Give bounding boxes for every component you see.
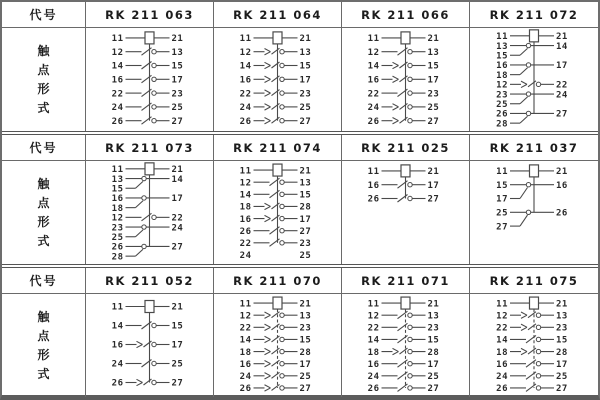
svg-text:15: 15: [299, 190, 312, 201]
svg-text:27: 27: [171, 378, 184, 389]
svg-text:23: 23: [299, 239, 312, 250]
svg-text:14: 14: [111, 321, 124, 332]
svg-text:14: 14: [239, 61, 252, 72]
svg-text:13: 13: [299, 47, 312, 58]
svg-text:11: 11: [496, 32, 508, 43]
svg-text:21: 21: [299, 34, 312, 45]
contact-diagram: [470, 294, 598, 397]
svg-text:11: 11: [496, 167, 508, 178]
model-header: RK 211 073: [86, 135, 214, 161]
svg-text:17: 17: [427, 180, 440, 191]
contact-form-char: 形: [37, 348, 50, 362]
svg-text:14: 14: [171, 174, 184, 185]
svg-text:21: 21: [171, 34, 184, 45]
svg-text:17: 17: [299, 359, 312, 370]
svg-text:17: 17: [556, 359, 568, 370]
svg-text:17: 17: [496, 194, 508, 205]
svg-text:17: 17: [171, 194, 184, 205]
svg-text:25: 25: [427, 103, 440, 114]
section-row-1: [2, 2, 598, 131]
svg-text:12: 12: [496, 311, 508, 322]
contact-form-label: [2, 28, 86, 131]
svg-text:17: 17: [171, 75, 184, 86]
model-header: RK 211 075: [470, 268, 598, 294]
svg-text:16: 16: [367, 180, 380, 191]
svg-text:26: 26: [111, 242, 124, 253]
svg-text:25: 25: [556, 372, 568, 383]
code-header-label: 代号: [2, 268, 86, 294]
svg-text:21: 21: [556, 167, 568, 178]
svg-text:26: 26: [111, 116, 124, 127]
svg-text:17: 17: [299, 75, 312, 86]
svg-text:16: 16: [239, 214, 252, 225]
svg-text:13: 13: [299, 311, 312, 322]
svg-text:15: 15: [111, 184, 124, 195]
svg-text:11: 11: [239, 299, 252, 310]
svg-text:13: 13: [111, 174, 124, 185]
svg-text:26: 26: [496, 384, 508, 395]
svg-text:18: 18: [111, 203, 124, 214]
svg-text:25: 25: [171, 359, 184, 370]
contact-form-char: 式: [37, 101, 50, 115]
svg-text:24: 24: [496, 372, 508, 383]
svg-text:16: 16: [239, 75, 252, 86]
svg-text:25: 25: [111, 232, 124, 243]
svg-text:28: 28: [427, 347, 440, 358]
svg-text:15: 15: [427, 61, 440, 72]
model-header: RK 211 063: [86, 2, 214, 28]
svg-text:25: 25: [496, 208, 508, 219]
model-header: RK 211 071: [342, 268, 470, 294]
contact-form-char: 形: [37, 82, 50, 96]
svg-text:26: 26: [239, 226, 252, 237]
svg-text:12: 12: [367, 47, 380, 58]
svg-text:18: 18: [239, 202, 252, 213]
contact-form-char: 触: [37, 310, 50, 324]
contact-form-char: 式: [37, 234, 50, 248]
svg-text:18: 18: [496, 70, 508, 81]
svg-text:15: 15: [427, 335, 440, 346]
svg-text:12: 12: [239, 178, 252, 189]
svg-text:27: 27: [299, 116, 312, 127]
svg-text:27: 27: [556, 109, 568, 120]
contact-diagram: [342, 28, 470, 131]
svg-text:27: 27: [556, 384, 568, 395]
contact-diagram: [342, 161, 470, 264]
svg-text:27: 27: [496, 222, 508, 233]
contact-diagram: [342, 294, 470, 397]
contact-diagram: [214, 28, 342, 131]
svg-text:27: 27: [299, 226, 312, 237]
model-header: RK 211 064: [214, 2, 342, 28]
svg-text:26: 26: [496, 109, 508, 120]
svg-text:16: 16: [556, 180, 568, 191]
svg-text:24: 24: [239, 251, 252, 262]
svg-text:16: 16: [367, 75, 380, 86]
svg-text:22: 22: [556, 80, 568, 91]
svg-text:25: 25: [171, 103, 184, 114]
svg-text:28: 28: [556, 347, 568, 358]
contact-form-label: [2, 294, 86, 397]
svg-text:17: 17: [427, 359, 440, 370]
svg-text:17: 17: [299, 214, 312, 225]
svg-text:25: 25: [299, 372, 312, 383]
svg-text:23: 23: [171, 89, 184, 100]
svg-text:13: 13: [496, 41, 508, 52]
svg-text:13: 13: [556, 311, 568, 322]
svg-text:12: 12: [367, 311, 380, 322]
svg-text:11: 11: [111, 34, 124, 45]
svg-text:11: 11: [367, 299, 380, 310]
model-header: RK 211 037: [470, 135, 598, 161]
contact-form-char: 触: [37, 177, 50, 191]
svg-text:25: 25: [496, 99, 508, 110]
svg-text:27: 27: [171, 116, 184, 127]
svg-text:23: 23: [111, 223, 124, 234]
svg-text:11: 11: [111, 165, 124, 176]
svg-text:14: 14: [239, 190, 252, 201]
svg-text:13: 13: [299, 178, 312, 189]
svg-text:28: 28: [496, 119, 508, 130]
model-header: RK 211 052: [86, 268, 214, 294]
svg-text:23: 23: [299, 323, 312, 334]
contact-diagram: [214, 161, 342, 264]
svg-text:27: 27: [427, 116, 440, 127]
svg-text:11: 11: [111, 302, 124, 313]
svg-text:26: 26: [367, 194, 380, 205]
contact-diagram: [86, 28, 214, 131]
svg-text:26: 26: [239, 384, 252, 395]
svg-text:21: 21: [427, 34, 440, 45]
svg-text:22: 22: [239, 239, 252, 250]
svg-text:22: 22: [239, 323, 252, 334]
svg-text:23: 23: [299, 89, 312, 100]
svg-text:16: 16: [111, 340, 124, 351]
svg-text:12: 12: [239, 311, 252, 322]
svg-text:24: 24: [367, 103, 380, 114]
svg-text:14: 14: [111, 61, 124, 72]
svg-text:11: 11: [496, 299, 508, 310]
svg-text:16: 16: [496, 359, 508, 370]
contact-form-char: 点: [37, 329, 50, 343]
svg-text:15: 15: [496, 51, 508, 62]
model-header: RK 211 070: [214, 268, 342, 294]
svg-text:15: 15: [171, 321, 184, 332]
svg-text:23: 23: [427, 323, 440, 334]
svg-text:23: 23: [427, 89, 440, 100]
svg-text:27: 27: [427, 194, 440, 205]
svg-text:13: 13: [427, 311, 440, 322]
svg-text:28: 28: [111, 252, 124, 263]
svg-text:21: 21: [171, 165, 184, 176]
svg-text:22: 22: [239, 89, 252, 100]
svg-text:16: 16: [111, 75, 124, 86]
model-header: RK 211 066: [342, 2, 470, 28]
svg-text:16: 16: [111, 194, 124, 205]
svg-text:18: 18: [496, 347, 508, 358]
svg-text:24: 24: [171, 223, 184, 234]
model-header: RK 211 074: [214, 135, 342, 161]
svg-text:16: 16: [496, 61, 508, 72]
contact-form-char: 点: [37, 63, 50, 77]
contact-form-label: [2, 161, 86, 264]
svg-text:21: 21: [299, 299, 312, 310]
svg-text:14: 14: [496, 335, 508, 346]
svg-text:15: 15: [556, 335, 568, 346]
svg-text:17: 17: [427, 75, 440, 86]
svg-text:22: 22: [171, 213, 184, 224]
svg-text:24: 24: [367, 372, 380, 383]
svg-text:28: 28: [299, 202, 312, 213]
svg-text:21: 21: [427, 299, 440, 310]
svg-text:17: 17: [556, 61, 568, 72]
svg-text:24: 24: [111, 359, 124, 370]
svg-text:13: 13: [427, 47, 440, 58]
svg-text:14: 14: [556, 41, 568, 52]
svg-text:22: 22: [111, 89, 124, 100]
svg-text:11: 11: [367, 34, 380, 45]
svg-text:12: 12: [111, 213, 124, 224]
svg-text:21: 21: [427, 167, 440, 178]
svg-text:22: 22: [367, 89, 380, 100]
svg-text:26: 26: [556, 208, 568, 219]
svg-text:14: 14: [367, 335, 380, 346]
svg-text:23: 23: [556, 323, 568, 334]
svg-text:15: 15: [299, 61, 312, 72]
code-header-label: 代号: [2, 135, 86, 161]
contact-diagram: [86, 294, 214, 397]
contact-form-char: 触: [37, 44, 50, 58]
svg-text:25: 25: [299, 103, 312, 114]
section-row-3: [2, 264, 598, 397]
svg-text:15: 15: [496, 180, 508, 191]
svg-text:26: 26: [367, 384, 380, 395]
svg-text:26: 26: [367, 116, 380, 127]
contact-form-char: 形: [37, 215, 50, 229]
svg-text:11: 11: [239, 34, 252, 45]
model-header: RK 211 072: [470, 2, 598, 28]
svg-text:21: 21: [171, 302, 184, 313]
svg-text:22: 22: [496, 323, 508, 334]
svg-text:15: 15: [299, 335, 312, 346]
contact-diagram: [470, 28, 598, 131]
svg-text:17: 17: [171, 340, 184, 351]
svg-text:26: 26: [111, 378, 124, 389]
contact-form-char: 式: [37, 367, 50, 381]
svg-text:27: 27: [427, 384, 440, 395]
svg-text:12: 12: [111, 47, 124, 58]
svg-text:25: 25: [299, 251, 312, 262]
svg-text:21: 21: [556, 299, 568, 310]
svg-text:18: 18: [239, 347, 252, 358]
code-header-label: 代号: [2, 2, 86, 28]
svg-text:16: 16: [239, 359, 252, 370]
svg-text:12: 12: [496, 80, 508, 91]
model-header: RK 211 025: [342, 135, 470, 161]
svg-text:27: 27: [171, 242, 184, 253]
svg-text:26: 26: [239, 116, 252, 127]
contact-diagram: [470, 161, 598, 264]
contact-form-char: 点: [37, 196, 50, 210]
svg-text:21: 21: [299, 166, 312, 177]
svg-text:12: 12: [239, 47, 252, 58]
svg-text:25: 25: [427, 372, 440, 383]
svg-text:24: 24: [111, 103, 124, 114]
svg-text:23: 23: [496, 90, 508, 101]
svg-text:14: 14: [367, 61, 380, 72]
svg-text:18: 18: [367, 347, 380, 358]
svg-text:24: 24: [239, 103, 252, 114]
svg-text:22: 22: [367, 323, 380, 334]
svg-text:11: 11: [239, 166, 252, 177]
svg-text:24: 24: [239, 372, 252, 383]
svg-text:14: 14: [239, 335, 252, 346]
svg-text:11: 11: [367, 167, 380, 178]
svg-text:27: 27: [299, 384, 312, 395]
svg-text:15: 15: [171, 61, 184, 72]
svg-text:28: 28: [299, 347, 312, 358]
svg-text:16: 16: [367, 359, 380, 370]
svg-text:21: 21: [556, 32, 568, 43]
svg-text:13: 13: [171, 47, 184, 58]
contact-diagram: [86, 161, 214, 264]
svg-text:24: 24: [556, 90, 568, 101]
section-row-2: [2, 131, 598, 264]
contact-diagram: [214, 294, 342, 397]
